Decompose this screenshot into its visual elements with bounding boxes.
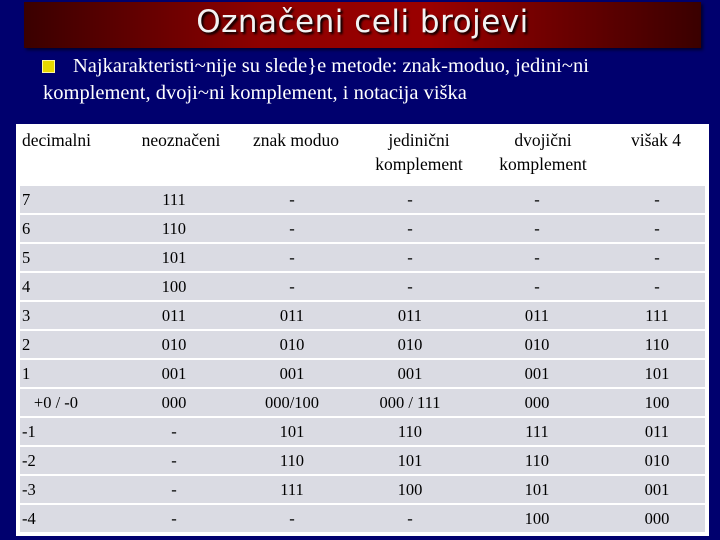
table-row bbox=[20, 360, 705, 387]
table-cell: 001 bbox=[279, 364, 305, 383]
header-znak-moduo: znak moduo bbox=[252, 130, 340, 150]
table-cell: -4 bbox=[22, 509, 36, 528]
table-cell: 101 bbox=[644, 364, 670, 383]
table-cell: 101 bbox=[161, 248, 187, 267]
table-cell: 100 bbox=[161, 277, 187, 296]
table-cell: 100 bbox=[644, 393, 670, 412]
header-neoznaceni: neoznačeni bbox=[141, 130, 221, 150]
table-row bbox=[20, 476, 705, 503]
table-row bbox=[20, 331, 705, 358]
table-cell: 6 bbox=[22, 219, 31, 238]
table-cell: 011 bbox=[279, 306, 305, 325]
table-row bbox=[20, 186, 705, 213]
table-cell: 010 bbox=[524, 335, 550, 354]
title-bar bbox=[24, 2, 701, 48]
table-cell: - bbox=[171, 451, 177, 470]
table-cell: 110 bbox=[279, 451, 305, 470]
table-cell: - bbox=[534, 277, 540, 296]
table-cell: 011 bbox=[644, 422, 670, 441]
header-visak-4: višak 4 bbox=[630, 130, 682, 150]
table-cell: - bbox=[171, 509, 177, 528]
table-row bbox=[20, 244, 705, 271]
table-cell: - bbox=[407, 277, 413, 296]
table-cell: 011 bbox=[161, 306, 187, 325]
table-cell: - bbox=[654, 219, 660, 238]
table-cell: 001 bbox=[397, 364, 423, 383]
table-cell: 7 bbox=[22, 190, 31, 209]
table-cell: 010 bbox=[161, 335, 187, 354]
table-cell: -3 bbox=[22, 480, 36, 499]
table-cell: 101 bbox=[279, 422, 305, 441]
table-cell: -1 bbox=[22, 422, 36, 441]
table-row bbox=[20, 418, 705, 445]
table-cell: 111 bbox=[645, 306, 669, 325]
table-row bbox=[20, 273, 705, 300]
table-cell: - bbox=[289, 248, 295, 267]
table-cell: 111 bbox=[280, 480, 304, 499]
table-cell: 110 bbox=[397, 422, 423, 441]
table-cell: 101 bbox=[397, 451, 423, 470]
table-cell: - bbox=[534, 248, 540, 267]
table-row bbox=[20, 215, 705, 242]
table-row bbox=[20, 389, 705, 416]
table-row bbox=[20, 302, 705, 329]
table-cell: 011 bbox=[397, 306, 423, 325]
table-row bbox=[20, 505, 705, 532]
table-cell: 010 bbox=[279, 335, 305, 354]
table-cell: - bbox=[654, 277, 660, 296]
intro-text: Najkarakteristi~nije su slede}e metode: znak-moduo, jedini~ni komplement, dvoji~ni komplement, i notacija viška bbox=[43, 55, 589, 104]
header-decimalni: decimalni bbox=[22, 130, 92, 150]
table-cell: 001 bbox=[161, 364, 187, 383]
table-cell: -2 bbox=[22, 451, 36, 470]
table-cell: - bbox=[534, 190, 540, 209]
table-cell: - bbox=[534, 219, 540, 238]
table-cell: 001 bbox=[644, 480, 670, 499]
table-cell: 000 bbox=[524, 393, 550, 412]
table-cell: 2 bbox=[22, 335, 31, 354]
table-cell: 010 bbox=[644, 451, 670, 470]
table-cell: 1 bbox=[22, 364, 31, 383]
table-cell: 5 bbox=[22, 248, 31, 267]
table-cell: 000 bbox=[161, 393, 187, 412]
table-cell: 100 bbox=[524, 509, 550, 528]
header-jedinicni-komplement: jedinični komplement bbox=[375, 130, 463, 174]
table-cell: - bbox=[289, 509, 295, 528]
table-cell: 110 bbox=[161, 219, 187, 238]
table-cell: - bbox=[289, 277, 295, 296]
table-cell: 000 / 111 bbox=[379, 393, 441, 412]
table-cell: - bbox=[171, 422, 177, 441]
table-cell: 010 bbox=[397, 335, 423, 354]
table-cell: +0 / -0 bbox=[33, 393, 79, 412]
table-cell: - bbox=[654, 248, 660, 267]
table-row bbox=[20, 447, 705, 474]
table-cell: 000 bbox=[644, 509, 670, 528]
table-cell: - bbox=[407, 219, 413, 238]
table-cell: 3 bbox=[22, 306, 31, 325]
table-cell: - bbox=[407, 190, 413, 209]
slide-title: Označeni celi brojevi bbox=[196, 4, 529, 40]
table-cell: 111 bbox=[525, 422, 549, 441]
table-cell: 011 bbox=[524, 306, 550, 325]
table-cell: 111 bbox=[162, 190, 186, 209]
table-cell: - bbox=[654, 190, 660, 209]
table-cell: - bbox=[171, 480, 177, 499]
table-cell: 100 bbox=[397, 480, 423, 499]
table-cell: 001 bbox=[524, 364, 550, 383]
table-cell: 110 bbox=[644, 335, 670, 354]
table-cell: - bbox=[289, 219, 295, 238]
table-cell: 4 bbox=[22, 277, 31, 296]
number-representation-table bbox=[16, 124, 709, 536]
table-cell: 110 bbox=[524, 451, 550, 470]
table-cell: - bbox=[407, 248, 413, 267]
table-cell: 000/100 bbox=[264, 393, 320, 412]
table-cell: 101 bbox=[524, 480, 550, 499]
header-dvojicni-komplement: dvojični komplement bbox=[499, 130, 587, 174]
table-cell: - bbox=[407, 509, 413, 528]
table-cell: - bbox=[289, 190, 295, 209]
